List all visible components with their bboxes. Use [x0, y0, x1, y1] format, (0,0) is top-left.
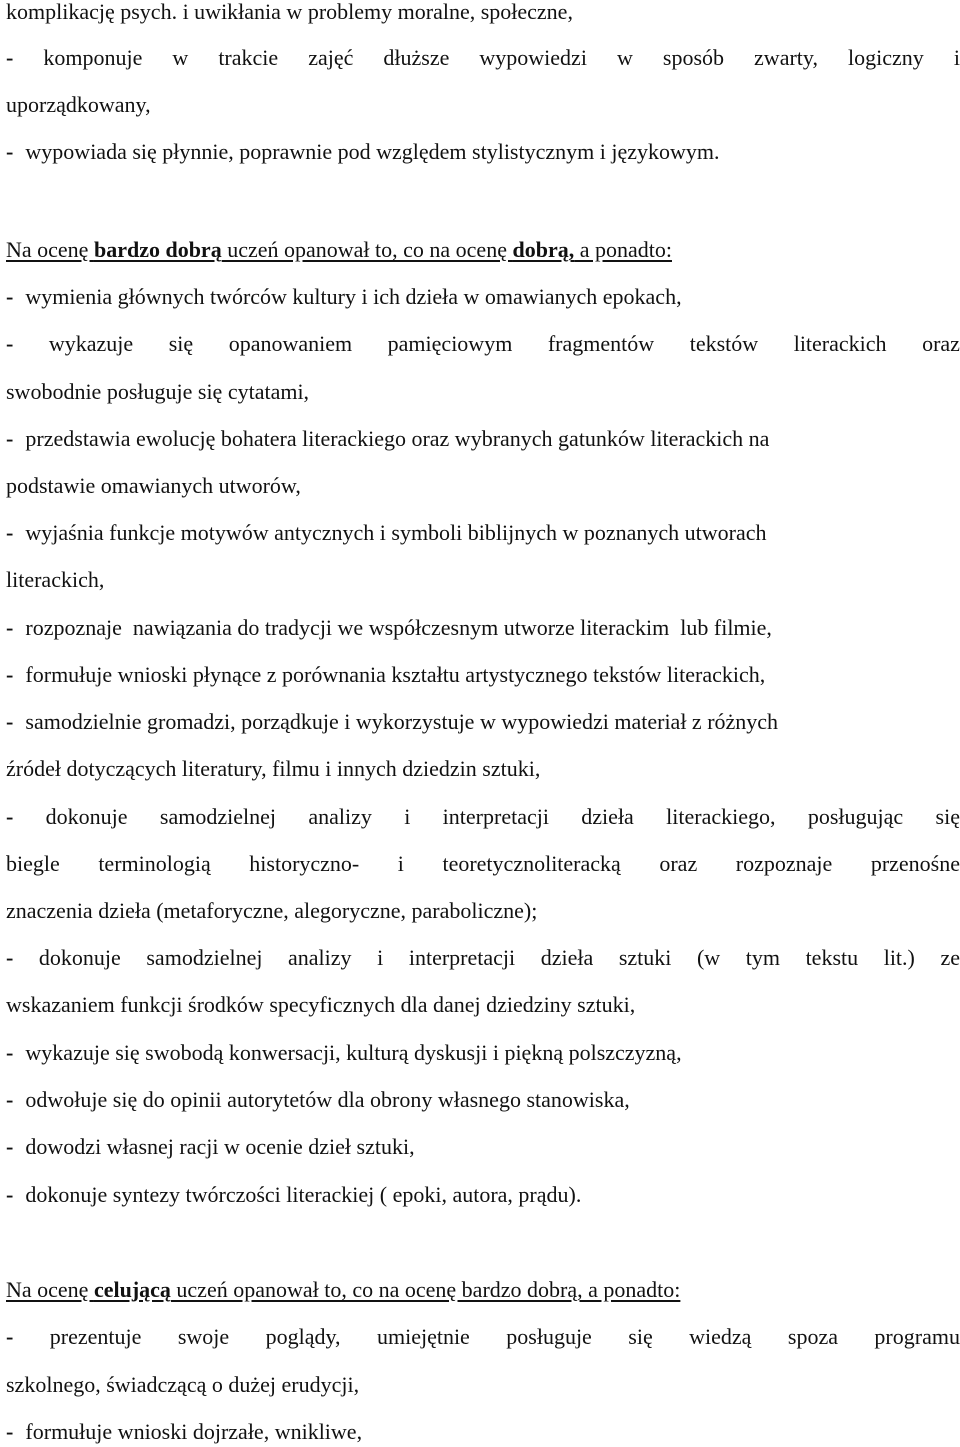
list-dash: -	[6, 804, 14, 829]
list-item: - formułuje wnioski płynące z porównania kształtu artystycznego tekstów literackich,	[6, 662, 766, 687]
list-item: - formułuje wnioski dojrzałe, wnikliwe,	[6, 1419, 363, 1444]
text-line: komplikację psych. i uwikłania w problemy moralne, społeczne,	[6, 0, 573, 24]
list-item: - dokonuje samodzielnej analizy i interpretacji dzieła sztuki (w tym tekstu lit.) ze	[6, 943, 960, 973]
list-item: - dokonuje samodzielnej analizy i interpretacji dzieła literackiego, posługując się	[6, 802, 960, 832]
list-item: - prezentuje swoje poglądy, umiejętnie posługuje się wiedzą spoza programu	[6, 1322, 960, 1352]
text-line: wskazaniem funkcji środków specyficznych dla danej dziedziny sztuki,	[6, 992, 636, 1017]
list-item: - przedstawia ewolucję bohatera literackiego oraz wybranych gatunków literackich na	[6, 426, 770, 451]
list-item: - wymienia głównych twórców kultury i ich dzieła w omawianych epokach,	[6, 284, 682, 309]
list-item: - dokonuje syntezy twórczości literackiej ( epoki, autora, prądu).	[6, 1182, 582, 1207]
list-dash: -	[6, 139, 14, 164]
list-item: - wyjaśnia funkcje motywów antycznych i symboli biblijnych w poznanych utworach	[6, 520, 767, 545]
list-dash: -	[6, 45, 14, 70]
list-dash: -	[6, 520, 14, 545]
list-item: - wykazuje się opanowaniem pamięciowym fragmentów tekstów literackich oraz	[6, 329, 960, 359]
list-dash: -	[6, 284, 14, 309]
list-dash: -	[6, 662, 14, 687]
list-dash: -	[6, 1419, 14, 1444]
list-item: - wypowiada się płynnie, poprawnie pod względem stylistycznym i językowym.	[6, 139, 720, 164]
list-dash: -	[6, 945, 14, 970]
list-dash: -	[6, 1324, 14, 1349]
list-dash: -	[6, 615, 14, 640]
text-line: literackich,	[6, 567, 105, 592]
text-line: podstawie omawianych utworów,	[6, 473, 301, 498]
list-item: - samodzielnie gromadzi, porządkuje i wykorzystuje w wypowiedzi materiał z różnych	[6, 709, 779, 734]
list-dash: -	[6, 1040, 14, 1065]
text-line: znaczenia dzieła (metaforyczne, alegoryczne, paraboliczne);	[6, 898, 538, 923]
list-dash: -	[6, 1182, 14, 1207]
list-item: - wykazuje się swobodą konwersacji, kulturą dyskusji i piękną polszczyzną,	[6, 1040, 682, 1065]
list-dash: -	[6, 331, 14, 356]
text-line: źródeł dotyczących literatury, filmu i innych dziedzin sztuki,	[6, 756, 541, 781]
list-dash: -	[6, 426, 14, 451]
text-line: szkolnego, świadczącą o dużej erudycji,	[6, 1372, 360, 1397]
section-heading-very-good: Na ocenę bardzo dobrą uczeń opanował to, co na ocenę dobrą, a ponadto:	[6, 237, 672, 262]
list-item: - dowodzi własnej racji w ocenie dzieł sztuki,	[6, 1134, 415, 1159]
text-line: uporządkowany,	[6, 92, 151, 117]
list-item: - rozpoznaje nawiązania do tradycji we współczesnym utworze literackim lub filmie,	[6, 615, 772, 640]
list-dash: -	[6, 1087, 14, 1112]
list-dash: -	[6, 1134, 14, 1159]
list-dash: -	[6, 709, 14, 734]
section-heading-excellent: Na ocenę celującą uczeń opanował to, co na ocenę bardzo dobrą, a ponadto:	[6, 1277, 681, 1302]
list-item: - komponuje w trakcie zajęć dłuższe wypowiedzi w sposób zwarty, logiczny i	[6, 43, 960, 73]
text-line: swobodnie posługuje się cytatami,	[6, 379, 310, 404]
list-item: - odwołuje się do opinii autorytetów dla obrony własnego stanowiska,	[6, 1087, 630, 1112]
text-line: biegle terminologią historyczno- i teoretycznoliteracką oraz rozpoznaje przenośne	[6, 851, 960, 876]
